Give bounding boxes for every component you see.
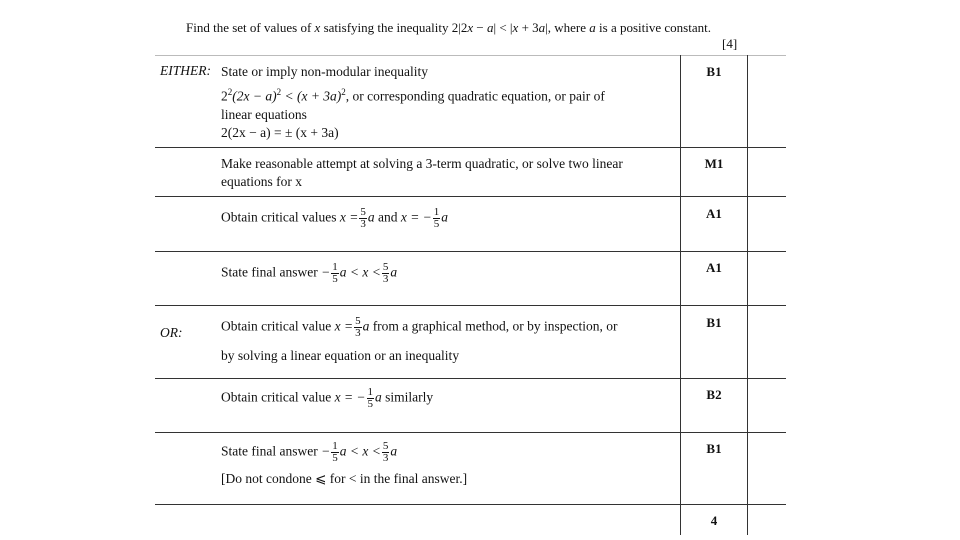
or-row-3: State final answer − $\frac{1}{5}$ a < x < $\frac{5}{3}$ a [Do not condone ⩽ for < in the final answer.] (221, 440, 468, 486)
question-text: Find the set of values of x satisfying the inequality 2|2x − a| < |x + 3a|, where a is a positive constant. (186, 20, 711, 35)
or-row-1: Obtain critical value x = $\frac{5}{3}$ a from a graphical method, or by inspection, or by solving a linear equation or an inequality (221, 315, 618, 363)
mark-column-left-rule (680, 55, 681, 535)
or-label: OR: (160, 325, 183, 340)
mark-or-1: B1 (706, 315, 722, 330)
mark-either-1: B1 (706, 64, 722, 79)
mark-or-2: B2 (706, 387, 722, 402)
or-row-2: Obtain critical value x = − $\frac{1}{5}$ a similarly (221, 386, 434, 410)
mark-either-3: A1 (706, 206, 722, 221)
table-top-rule (155, 55, 786, 56)
either-label: EITHER: (160, 63, 211, 78)
question-marks: [4] (722, 36, 738, 51)
row-divider (155, 504, 786, 505)
row-divider (155, 305, 786, 306)
mark-either-2: M1 (704, 156, 724, 171)
total-marks: 4 (710, 513, 718, 528)
row-divider (155, 196, 786, 197)
row-divider (155, 432, 786, 433)
row-divider (155, 251, 786, 252)
row-divider (155, 378, 786, 379)
mark-or-3: B1 (706, 441, 722, 456)
either-row-1: State or imply non-modular inequality $2^2(2x - a)^2 < (x + 3a)^2$, or corresponding quadratic equation, or pair of linear equations 2(2x − a) = ± (x + 3a) (221, 64, 605, 140)
mark-column-right-rule (747, 55, 748, 535)
row-divider (155, 147, 786, 148)
either-row-4: State final answer − $\frac{1}{5}$ a < x < $\frac{5}{3}$ a (221, 261, 398, 285)
either-row-2: Make reasonable attempt at solving a 3-term quadratic, or solve two linear equations for x (221, 156, 623, 189)
mark-either-4: A1 (706, 260, 722, 275)
either-row-3: Obtain critical values x = $\frac{5}{3}$ a and x = − $\frac{1}{5}$ a (221, 206, 449, 230)
